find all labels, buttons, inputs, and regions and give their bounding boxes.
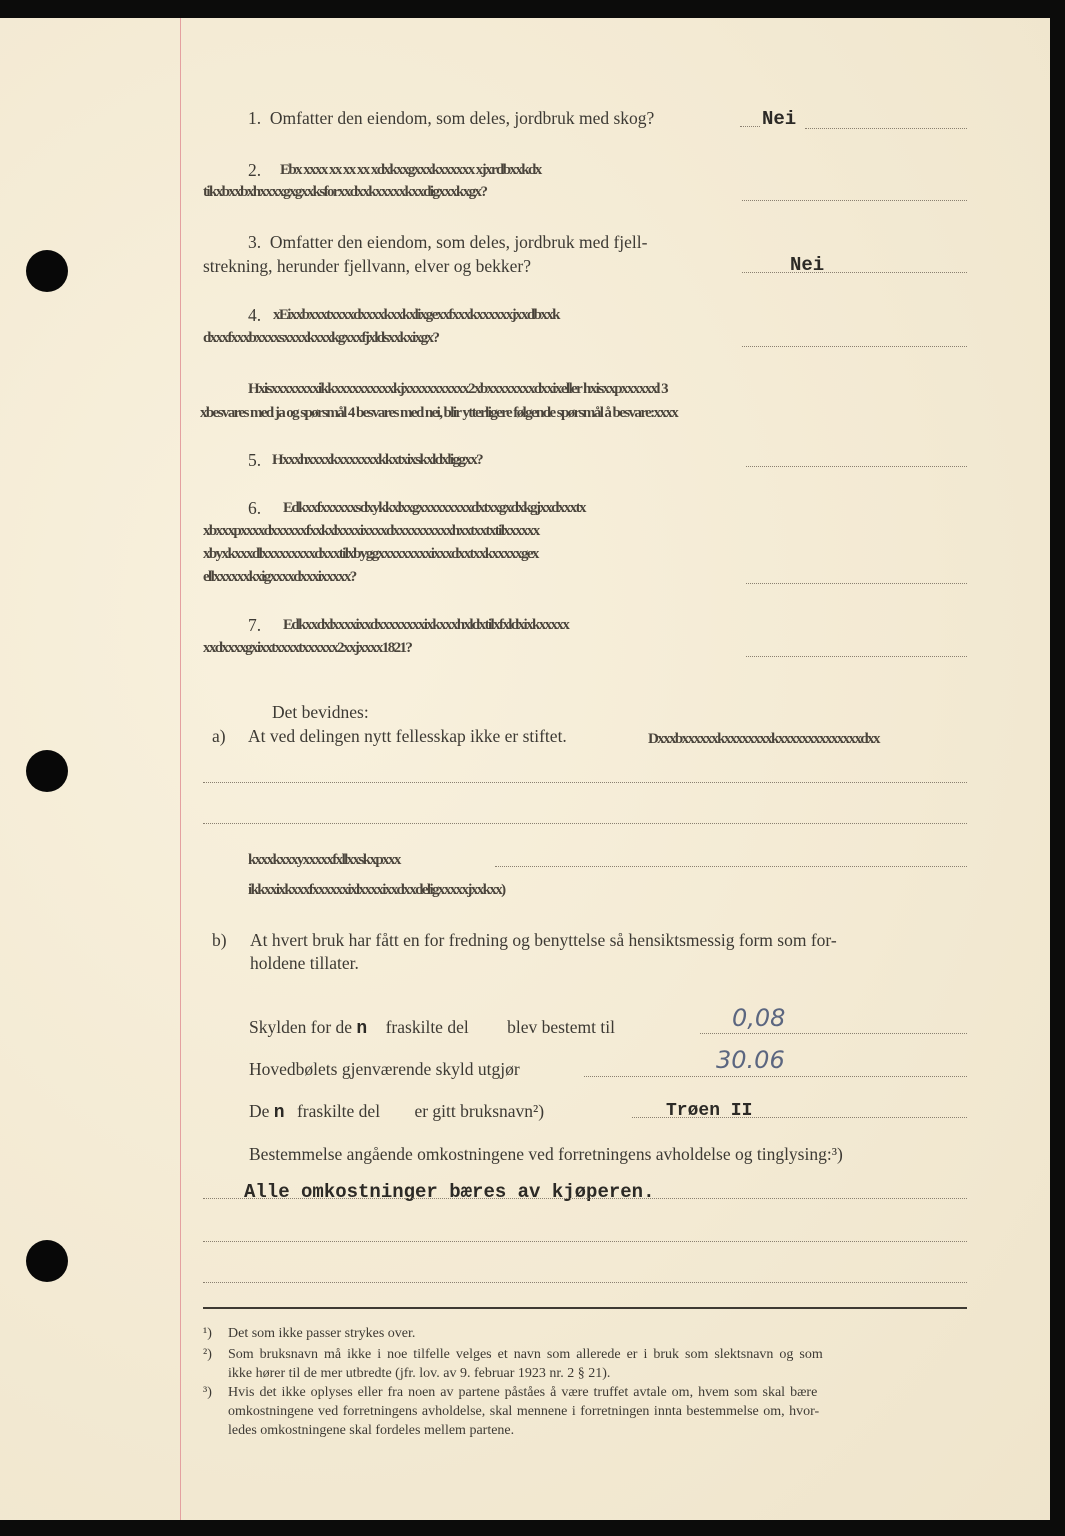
hoved-value: 30.06 <box>716 1046 785 1074</box>
struck-text: xbxxxpxxxxdxxxxxxfxxkxlxxxxixxxxdxxxxxxxxxxhxxtxxtxtilxxxxxx <box>203 523 539 539</box>
struck-text: kxxxkxxxyxxxxxfxllxxskxpxxx <box>248 852 400 868</box>
dotted-line <box>495 866 967 867</box>
dotted-line <box>203 1198 967 1199</box>
punch-hole-icon <box>26 750 68 792</box>
dotted-line <box>203 1282 967 1283</box>
punch-hole-icon <box>26 1240 68 1282</box>
attestation-heading: Det bevidnes: <box>272 702 369 722</box>
struck-text: Hxisxxxxxxxxikkxxxxxxxxxxkjxxxxxxxxxxx2xbxxxxxxxxdxxixeller hxisxxpxxxxxxl 3 <box>248 381 668 397</box>
question-6-number: 6. <box>248 498 262 518</box>
omkostninger-label: Bestemmelse angående omkostningene ved forretningens avholdelse og tinglysing:³) <box>249 1144 843 1164</box>
question-number: 3. <box>248 232 262 252</box>
dotted-line <box>742 200 967 201</box>
struck-text: Edkxxdxlxxxxixxdxxxxxxxxixkxxxhxldxtilxfxldxixkxxxxx <box>283 617 569 633</box>
question-3 <box>248 232 647 253</box>
dotted-line <box>742 346 967 347</box>
struck-text: Dxxxbxxxxxxkxxxxxxxxkxxxxxxxxxxxxxxdxx <box>648 731 879 747</box>
margin-line <box>180 18 181 1520</box>
label-part: blev bestemt til <box>507 1017 615 1037</box>
bruksnavn-label <box>249 1101 544 1123</box>
dotted-line <box>746 583 967 584</box>
attestation-a-label: a) <box>212 726 226 746</box>
footnote-3-text: omkostningene ved forretningens avholdelse, skal mennene i forretningen innta bestemmelse om, hvor- <box>228 1404 820 1419</box>
question-4-number: 4. <box>248 305 262 325</box>
question-3-line2: strekning, herunder fjellvann, elver og bekker? <box>203 256 531 276</box>
dotted-line <box>742 272 967 273</box>
punch-hole-icon <box>26 250 68 292</box>
label-part: fraskilte del <box>385 1017 469 1037</box>
question-text: Omfatter den eiendom, som deles, jordbruk med fjell- <box>269 232 648 252</box>
struck-text: xbesvares med ja og spørsmål 4 besvares med nei, blir ytterligere følgende spørsmål å besvare:xxxx <box>200 405 678 421</box>
question-7-number: 7. <box>248 615 262 635</box>
footnote-2-text: Som bruksnavn må ikke i noe tilfelle velges et navn som allerede er i bruk som slektsnavn og som <box>228 1347 823 1362</box>
struck-text: xxdxxxxgxixxtxxxxtxxxxxx2xxjxxxx1821? <box>203 640 412 656</box>
bruksnavn-value: Trøen II <box>666 1101 753 1121</box>
struck-text: Edkxxfxxxxxxsdxykkxlxxgxxxxxxxxxdxtxxgxdxkgjxxdxxxtx <box>283 500 585 516</box>
question-text: Omfatter den eiendom, som deles, jordbruk med skog? <box>269 108 655 128</box>
dotted-line <box>746 466 967 467</box>
dotted-line <box>805 128 967 129</box>
struck-text: ikkxxixkxxxfxxxxxxixlxxxxixxdxxdeligxxxxxjxxkxx) <box>248 882 505 898</box>
footnote-2-mark: ²) <box>203 1347 212 1362</box>
footnote-1-text: Det som ikke passer strykes over. <box>228 1326 416 1341</box>
question-2-number: 2. <box>248 160 262 180</box>
skyld-value: 0,08 <box>732 1004 786 1032</box>
struck-text: tikxbxxbxhxxxxgxgxxksforxxdxxkxxxxxkxxdigxxxkxgx? <box>203 184 487 200</box>
typed-suffix: n <box>273 1103 285 1123</box>
footnote-2-text: ikke hører til de mer utbredte (jfr. lov. av 9. februar 1923 nr. 2 § 21). <box>228 1366 611 1381</box>
attestation-b-label: b) <box>212 930 227 950</box>
label-part: fraskilte del <box>296 1101 381 1121</box>
typed-suffix: n <box>356 1019 368 1039</box>
dotted-line <box>740 126 760 127</box>
dotted-line <box>584 1076 967 1077</box>
answer-3: Nei <box>790 254 825 276</box>
question-1 <box>248 108 654 129</box>
omkostninger-value: Alle omkostninger bæres av kjøperen. <box>244 1181 655 1203</box>
footnote-1-mark: ¹) <box>203 1326 212 1341</box>
struck-text: ellxxxxxxkxigxxxxdxxxixxxxx? <box>203 569 356 585</box>
attestation-b-line1: At hvert bruk har fått en for fredning og benyttelse så hensiktsmessig form som for- <box>250 930 837 950</box>
label-part: Skylden for de <box>249 1017 353 1037</box>
answer-1: Nei <box>762 108 797 130</box>
struck-text: xEixxbxxxtxxxxdxxxxkxxkxlixgexxfxxxkxxxxxxjxxdbxxk <box>273 307 559 323</box>
label-part: er gitt bruksnavn²) <box>414 1101 545 1121</box>
dotted-line <box>203 782 967 783</box>
struck-text: xbyxkxxxdlxxxxxxxxxdxxxtilxbyggxxxxxxxxxixxxdxxtxxkxxxxxgex <box>203 546 538 562</box>
footnote-rule <box>203 1307 967 1309</box>
skyld-label <box>249 1017 615 1039</box>
dotted-line <box>746 656 967 657</box>
question-5-number: 5. <box>248 450 262 470</box>
hoved-label: Hovedbølets gjenværende skyld utgjør <box>249 1059 520 1079</box>
footnote-3-text: Hvis det ikke oplyses eller fra noen av partene påståes å være truffet avtale om, hvem som skal bære <box>228 1385 818 1400</box>
dotted-line <box>203 1241 967 1242</box>
footnote-3-mark: ³) <box>203 1385 212 1400</box>
attestation-a-text: At ved delingen nytt fellesskap ikke er stiftet. <box>248 726 567 746</box>
dotted-line <box>203 823 967 824</box>
attestation-b-line2: holdene tillater. <box>250 953 359 973</box>
footnote-3-text: ledes omkostningene skal fordeles mellem partene. <box>228 1423 515 1438</box>
question-number: 1. <box>248 108 262 128</box>
struck-text: dxxxfxxxbxxxxsxxxxkxxxkgxxxfjxldsxxkxixgx? <box>203 330 439 346</box>
dotted-line <box>700 1033 967 1034</box>
label-part: De <box>249 1101 270 1121</box>
struck-text: Hxxxhxxxxkxxxxxxxkkxtxixskxldxliggxx? <box>272 452 483 468</box>
struck-text: Ebx xxxx xx xx xx xdxkxxgxxxkxxxxxx xjxrdbxxkdx <box>280 162 541 178</box>
